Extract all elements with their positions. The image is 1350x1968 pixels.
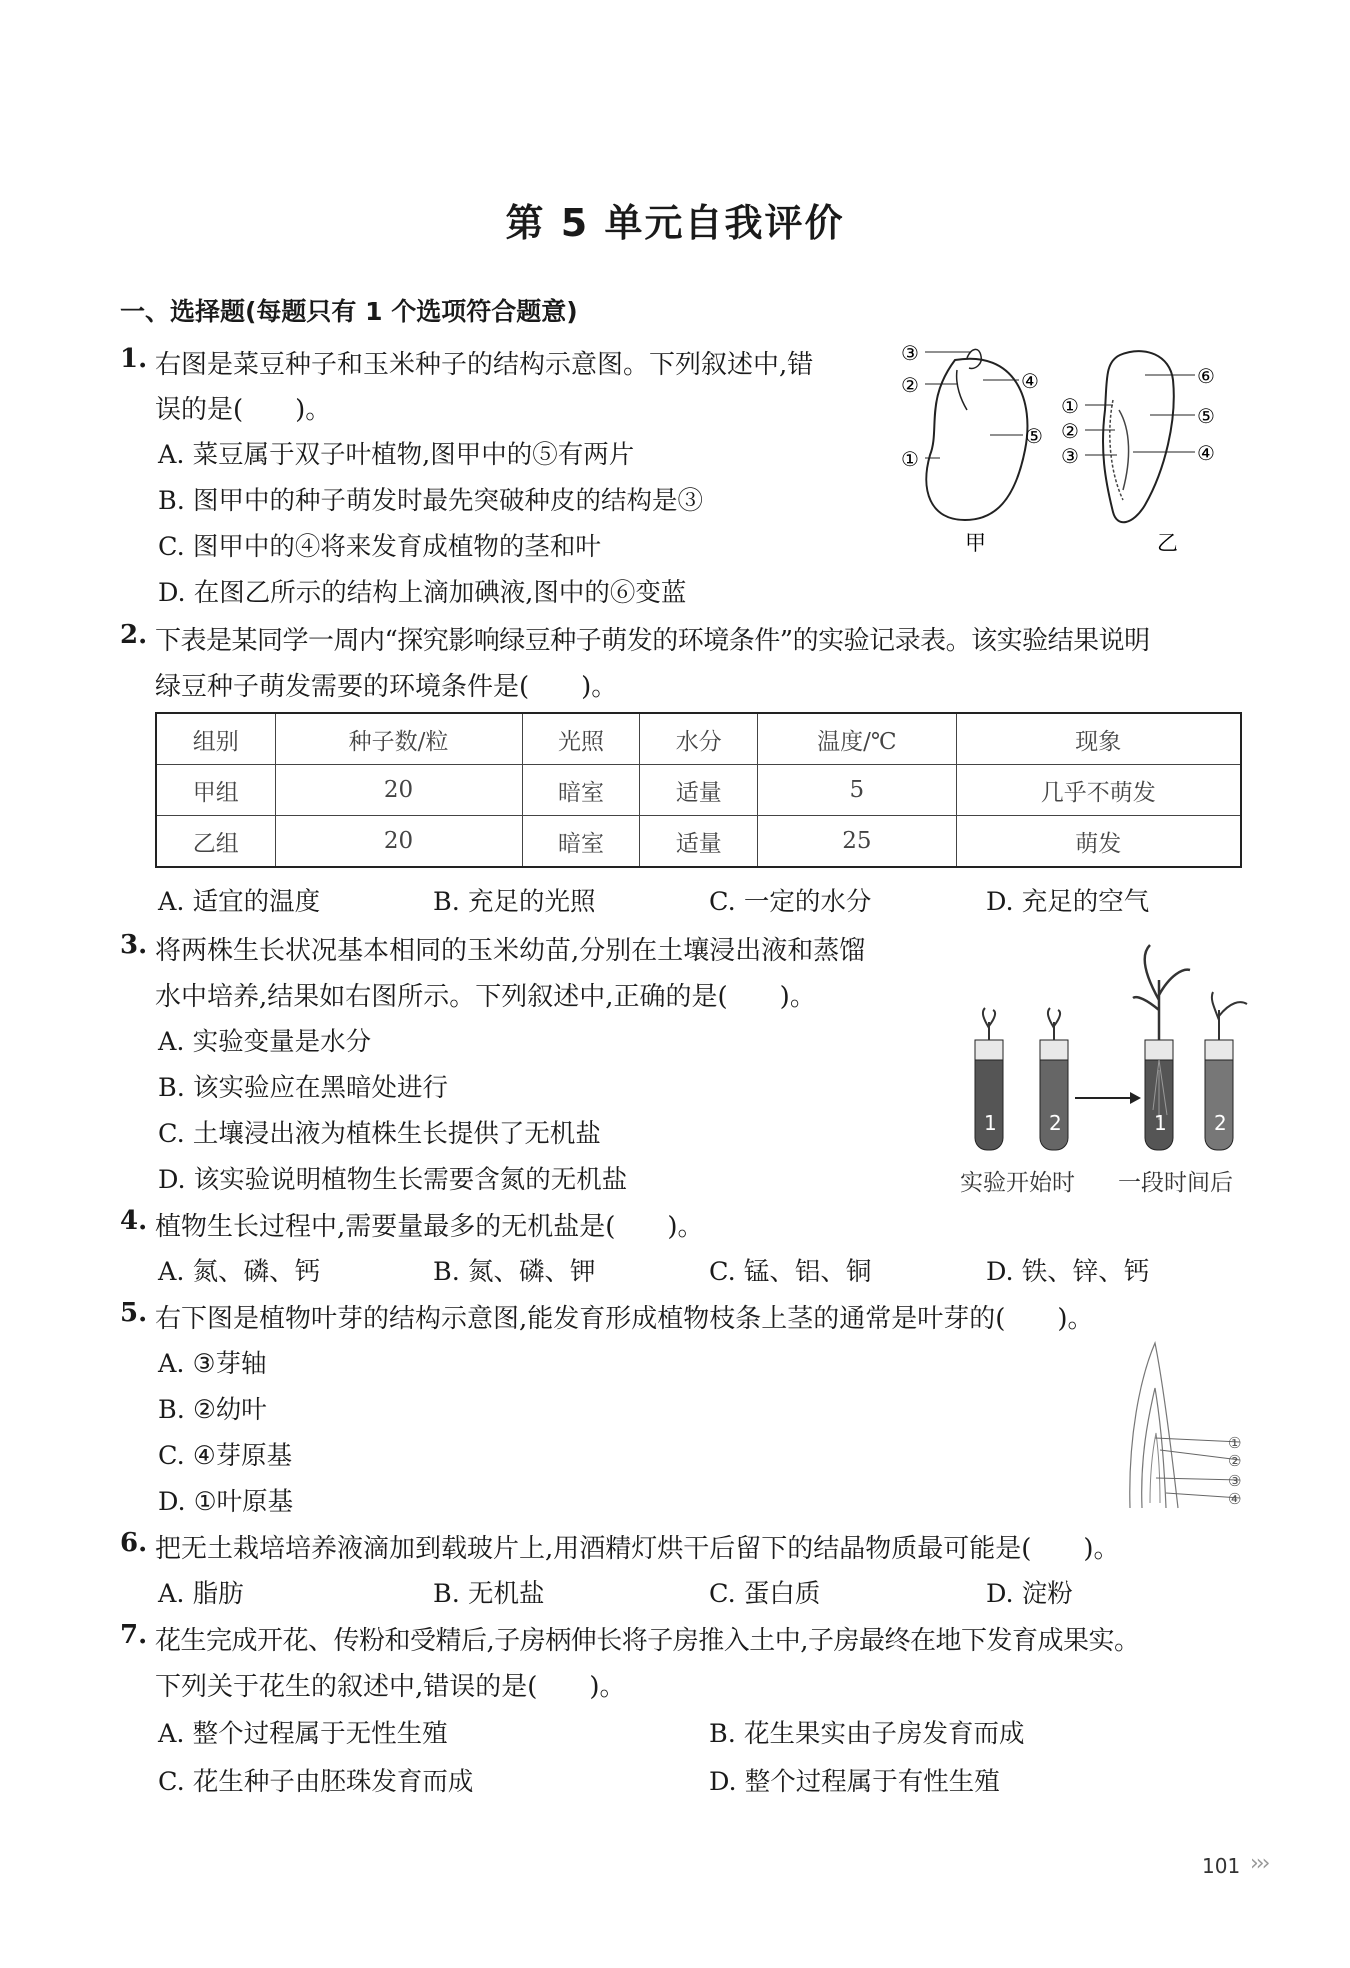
option-a[interactable]: A. 适宜的温度 (158, 887, 321, 917)
option-c[interactable]: C. 花生种子由胚珠发育而成 (158, 1767, 474, 1797)
question-text: 绿豆种子萌发需要的环境条件是( )。 (155, 672, 618, 702)
section-heading: 一、选择题(每题只有 1 个选项符合题意) (120, 297, 578, 326)
tube-number: 2 (1214, 1111, 1227, 1135)
option-c[interactable]: C. 土壤浸出液为植株生长提供了无机盐 (158, 1119, 601, 1149)
label-bud-axis: ③ (1228, 1472, 1242, 1490)
question-number: 7. (120, 1620, 148, 1650)
option-b[interactable]: B. 氮、磷、钾 (433, 1257, 596, 1287)
question-number: 6. (120, 1528, 148, 1558)
table-cell: 萌发 (956, 816, 1241, 868)
label-leaf-primordium: ① (1228, 1434, 1242, 1452)
option-a[interactable]: A. 氮、磷、钙 (158, 1257, 321, 1287)
after-tube-1 (1133, 945, 1190, 1150)
leaf-bud-figure (1100, 1338, 1250, 1518)
question-number: 5. (120, 1298, 148, 1328)
label-jia-1: ① (901, 447, 919, 471)
question-number: 1. (120, 344, 148, 374)
page-number: 101 (1202, 1854, 1241, 1878)
label-jia-4: ④ (1021, 369, 1039, 393)
question-text: 右图是菜豆种子和玉米种子的结构示意图。下列叙述中,错 (155, 350, 814, 380)
corn-seed-figure (1061, 351, 1215, 555)
option-a[interactable]: A. 整个过程属于无性生殖 (158, 1719, 448, 1749)
table-cell: 甲组 (156, 765, 275, 816)
option-d[interactable]: D. 该实验说明植物生长需要含氮的无机盐 (158, 1165, 628, 1195)
option-c[interactable]: C. 锰、铝、铜 (709, 1257, 872, 1287)
label-yi-4: ④ (1197, 441, 1215, 465)
table-cell: 几乎不萌发 (956, 765, 1241, 816)
option-b[interactable]: B. ②幼叶 (158, 1395, 267, 1425)
table-cell: 20 (275, 816, 522, 868)
table-header-cell: 现象 (956, 713, 1241, 765)
option-a[interactable]: A. 菜豆属于双子叶植物,图甲中的⑤有两片 (158, 440, 635, 470)
label-yi-3: ③ (1061, 444, 1079, 468)
option-a[interactable]: A. 实验变量是水分 (158, 1027, 372, 1057)
option-b[interactable]: B. 充足的光照 (433, 887, 596, 917)
label-yi-1: ① (1061, 394, 1079, 418)
figure-label-jia: 甲 (965, 531, 986, 555)
question-text: 下列关于花生的叙述中,错误的是( )。 (155, 1672, 626, 1702)
page-title: 第 5 单元自我评价 (505, 201, 845, 245)
question-text: 误的是( )。 (155, 395, 332, 425)
question-number: 3. (120, 930, 148, 960)
table-header-cell: 光照 (522, 713, 640, 765)
arrow-icon (1075, 1092, 1141, 1104)
question-text: 右下图是植物叶芽的结构示意图,能发育形成植物枝条上茎的通常是叶芽的( )。 (155, 1304, 1094, 1334)
question-text: 把无土栽培培养液滴加到载玻片上,用酒精灯烘干后留下的结晶物质最可能是( )。 (155, 1534, 1120, 1564)
option-d[interactable]: D. 整个过程属于有性生殖 (709, 1767, 1000, 1797)
start-tube-2 (1040, 1008, 1068, 1150)
label-young-leaf: ② (1228, 1452, 1242, 1470)
option-d[interactable]: D. ①叶原基 (158, 1487, 294, 1517)
after-tube-2 (1205, 992, 1247, 1150)
question-text: 植物生长过程中,需要量最多的无机盐是( )。 (155, 1212, 704, 1242)
option-d[interactable]: D. 淀粉 (986, 1579, 1073, 1609)
table-cell: 20 (275, 765, 522, 816)
question-text: 花生完成开花、传粉和受精后,子房柄伸长将子房推入土中,子房最终在地下发育成果实。 (155, 1626, 1140, 1656)
option-b[interactable]: B. 无机盐 (433, 1579, 545, 1609)
label-jia-5: ⑤ (1025, 424, 1043, 448)
option-d[interactable]: D. 充足的空气 (986, 887, 1150, 917)
experiment-table (155, 712, 1242, 868)
caption-start: 实验开始时 (960, 1170, 1075, 1196)
table-cell: 暗室 (522, 765, 640, 816)
tube-number: 1 (984, 1111, 997, 1135)
label-bud-primordium: ④ (1228, 1490, 1242, 1508)
option-c[interactable]: C. ④芽原基 (158, 1441, 293, 1471)
caption-after: 一段时间后 (1118, 1170, 1233, 1196)
label-yi-2: ② (1061, 419, 1079, 443)
chevron-right-icon: ››› (1250, 1851, 1268, 1876)
label-yi-5: ⑤ (1197, 404, 1215, 428)
label-jia-2: ② (901, 373, 919, 397)
table-header-row (156, 713, 1241, 765)
table-cell: 适量 (640, 816, 758, 868)
option-a[interactable]: A. ③芽轴 (158, 1349, 267, 1379)
question-number: 4. (120, 1206, 148, 1236)
option-d[interactable]: D. 在图乙所示的结构上滴加碘液,图中的⑥变蓝 (158, 578, 687, 608)
table-cell: 25 (758, 816, 956, 868)
option-b[interactable]: B. 该实验应在黑暗处进行 (158, 1073, 448, 1103)
label-jia-3: ③ (901, 341, 919, 365)
table-row (156, 765, 1241, 816)
tube-number: 1 (1154, 1111, 1167, 1135)
question-text: 将两株生长状况基本相同的玉米幼苗,分别在土壤浸出液和蒸馏 (155, 936, 866, 966)
table-header-cell: 种子数/粒 (275, 713, 522, 765)
option-d[interactable]: D. 铁、锌、钙 (986, 1257, 1150, 1287)
table-header-cell: 水分 (640, 713, 758, 765)
table-cell: 暗室 (522, 816, 640, 868)
option-b[interactable]: B. 图甲中的种子萌发时最先突破种皮的结构是③ (158, 486, 703, 516)
table-header-cell: 温度/℃ (758, 713, 956, 765)
option-c[interactable]: C. 蛋白质 (709, 1579, 821, 1609)
figure-label-yi: 乙 (1157, 531, 1178, 555)
bean-seed-figure (901, 341, 1043, 555)
table-cell: 乙组 (156, 816, 275, 868)
option-c[interactable]: C. 一定的水分 (709, 887, 872, 917)
tube-number: 2 (1049, 1111, 1062, 1135)
start-tube-1 (975, 1008, 1003, 1150)
table-cell: 5 (758, 765, 956, 816)
option-b[interactable]: B. 花生果实由子房发育而成 (709, 1719, 1025, 1749)
question-text: 下表是某同学一周内“探究影响绿豆种子萌发的环境条件”的实验记录表。该实验结果说明 (155, 626, 1150, 656)
option-a[interactable]: A. 脂肪 (158, 1579, 244, 1609)
question-text: 水中培养,结果如右图所示。下列叙述中,正确的是( )。 (155, 982, 816, 1012)
table-row (156, 816, 1241, 868)
table-header-cell: 组别 (156, 713, 275, 765)
seed-diagram (895, 340, 1245, 560)
question-number: 2. (120, 620, 148, 650)
option-c[interactable]: C. 图甲中的④将来发育成植物的茎和叶 (158, 532, 601, 562)
table-cell: 适量 (640, 765, 758, 816)
label-yi-6: ⑥ (1197, 364, 1215, 388)
seedling-experiment-figure (955, 940, 1255, 1170)
